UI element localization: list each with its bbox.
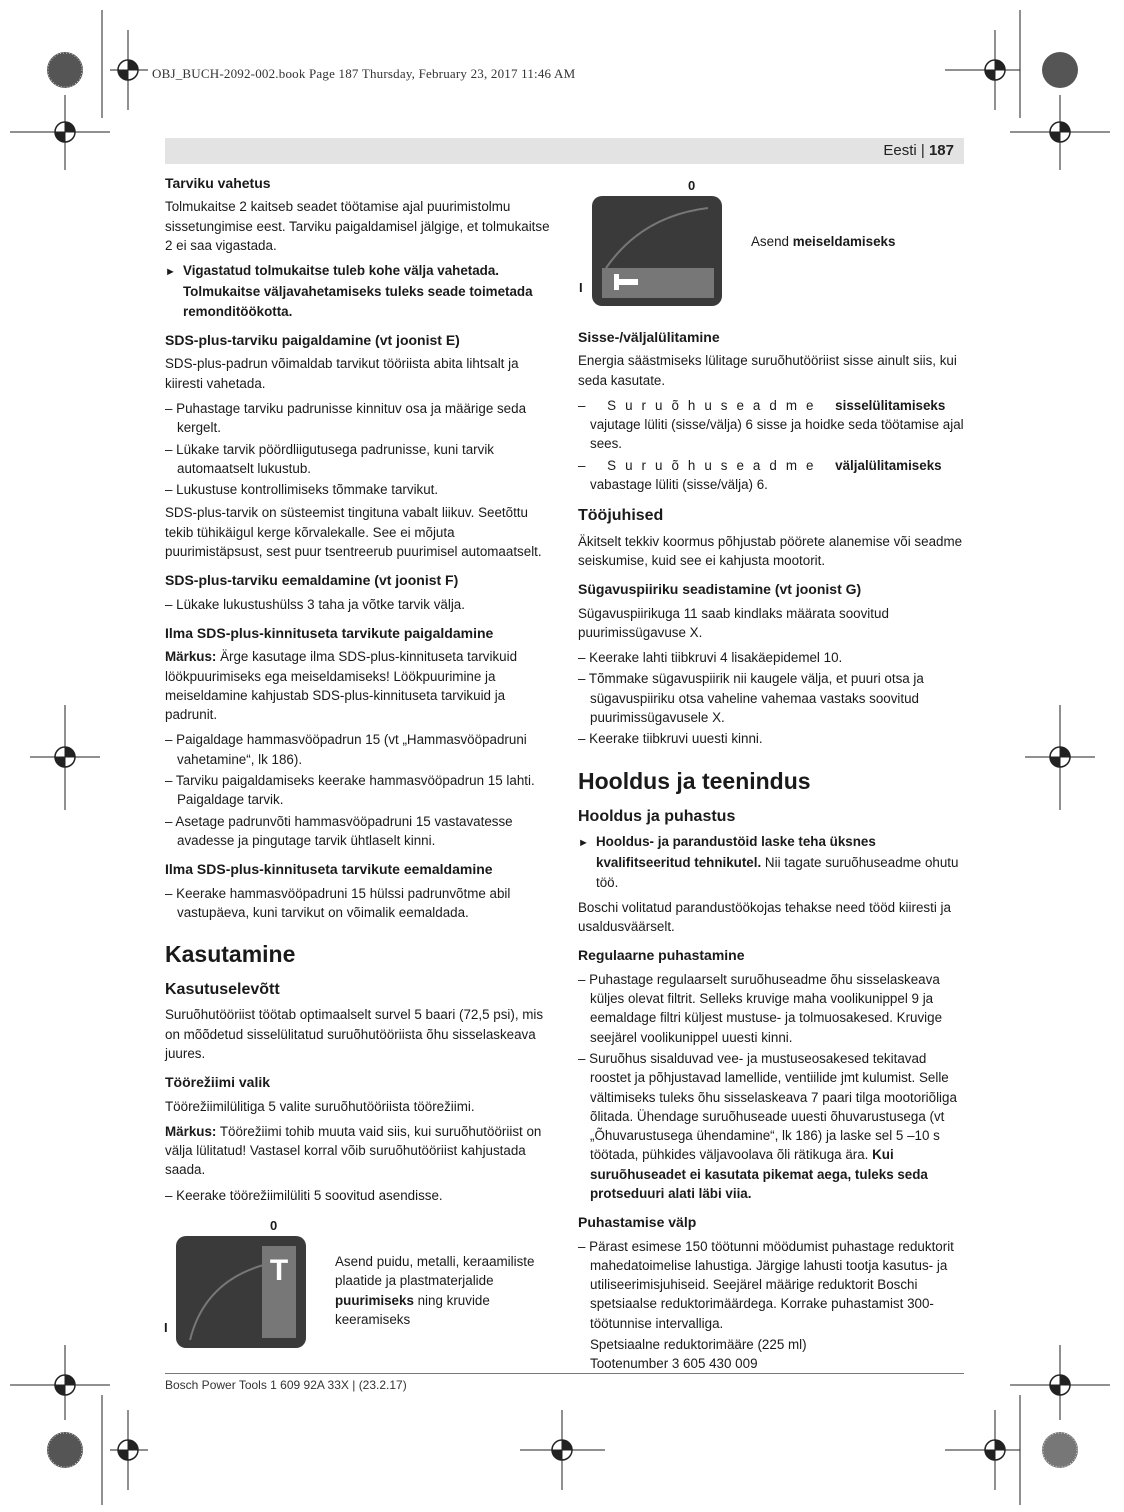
- spaced-text: – Suruõhuseadme: [578, 397, 836, 413]
- caption-bold: puurimiseks: [335, 1292, 414, 1308]
- list-text: vajutage lüliti (sisse/välja) 6 sisse ja hoidke seda töötamise ajal sees.: [590, 417, 964, 452]
- section-title-maintenance: Hooldus ja puhastus: [578, 807, 736, 825]
- list-item: – Puhastage regulaarselt suruõhuseadme õhu sisselaskeava küljes olevat filtrit. Selleks kruvige maha voolikunippel 9 ja eemaldage filtri küljest mustuse- ja tolmuosakesed. Kruvige seejärel voolikunippel uuesti kinni.: [578, 971, 943, 1045]
- warning-text: Vigastatud tolmukaitse tuleb kohe välja vahetada. Tolmukaitse väljavahetamiseks tuleks seade toimetada remonditöökotta.: [183, 263, 533, 319]
- chapter-title-kasutamine: Kasutamine: [165, 941, 296, 968]
- triangle-bullet-icon: ►: [578, 836, 589, 849]
- paragraph: Tolmukaitse 2 kaitseb seadet töötamise ajal puurimistolmu sissetungimise eest. Tarviku paigaldamisel jälgige, et tolmukaitse 2 ei saa vigastada.: [165, 199, 550, 253]
- paragraph: Äkitselt tekkiv koormus põhjustab pöörete alanemise või seadme seiskumise, kuid see ei kahjusta mootorit.: [578, 533, 963, 568]
- paragraph: Boschi volitatud parandustöökojas tehakse need tööd kiiresti ja usaldusväärselt.: [578, 899, 951, 935]
- list-item: – Asetage padrunvõti hammasvööpadruni 15 vastavatesse avadesse ja pingutage tarvik ühtlaselt kinni.: [165, 813, 513, 848]
- section-title-accessory-change: Tarviku vahetus: [165, 175, 271, 191]
- bold-text: väljalülitamiseks: [835, 457, 942, 473]
- section-title-commissioning: Kasutuselevõtt: [165, 981, 280, 999]
- warning-item: [578, 832, 970, 892]
- svg-text:T: T: [269, 1254, 289, 1287]
- bold-text: sisselülitamiseks: [835, 397, 946, 413]
- note-text: Töörežiimi tohib muuta vaid siis, kui suruõhutööriist on välja lülitatud! Vastasel korral võib suruõhutööriist kahjustada saada.: [165, 1123, 542, 1178]
- warning-item: [165, 261, 553, 321]
- paragraph: Töörežiimilülitiga 5 valite suruõhutööriista töörežiimi.: [165, 1098, 475, 1114]
- section-title-cleaning-interval: Puhastamise välp: [578, 1214, 697, 1231]
- list-item: – Lukustuse kontrollimiseks tõmmake tarvikut.: [165, 482, 439, 498]
- paragraph: SDS-plus-padrun võimaldab tarvikut tööriista abita lihtsalt ja kiiresti vahetada.: [165, 356, 519, 391]
- list-text: vabastage lüliti (sisse/välja) 6.: [590, 477, 768, 493]
- mode-switch-dial-icon: [176, 1236, 306, 1348]
- list-item: – Tarviku paigaldamiseks keerake hammasvööpadrun 15 lahti. Paigaldage tarvik.: [165, 773, 535, 808]
- product-line: Spetsiaalne reduktorimääre (225 ml): [590, 1337, 807, 1353]
- note-text: Ärge kasutage ilma SDS-plus-kinnituseta tarvikuid löökpuurimiseks ega meiseldamiseks! Löökpuurimine ja meiseldamine kahjustab SDS-plus-kinnituseta tarvikuid ja padrunit.: [165, 649, 518, 723]
- list-item: – Keerake lahti tiibkruvi 4 lisakäepidemel 10.: [578, 650, 843, 666]
- note-label: Märkus:: [165, 649, 217, 665]
- mode-switch-dial-icon: [592, 196, 722, 306]
- list-item: – Tõmmake sügavuspiirik nii kaugele välja, et puuri otsa ja sügavuspiiriku otsa vaheline vahemaa vastaks soovitud puurimissügavusele X.: [578, 671, 924, 726]
- list-item: – Paigaldage hammasvööpadrun 15 (vt „Hammasvööpadruni vahetamine“, lk 186).: [165, 732, 527, 767]
- page-header: [165, 138, 964, 164]
- header-page-number: 187: [928, 142, 954, 159]
- section-title-mode-selection: Töörežiimi valik: [165, 1074, 271, 1091]
- product-number: Tootenumber 3 605 430 009: [590, 1356, 758, 1372]
- warning-text: Hooldus- ja parandustöid laske teha üksnes kvalifitseeritud tehnikutel.: [596, 833, 876, 871]
- footer-divider: [165, 1373, 964, 1374]
- switch-label-one: I: [579, 280, 583, 295]
- section-title-regular-cleaning: Regulaarne puhastamine: [578, 947, 745, 964]
- caption-text: Asend: [751, 234, 793, 249]
- section-title-non-sds-insert: Ilma SDS-plus-kinnituseta tarvikute paigaldamine: [165, 624, 494, 641]
- page-footer: Bosch Power Tools 1 609 92A 33X | (23.2.17): [165, 1378, 407, 1392]
- paragraph: Sügavuspiirikuga 11 saab kindlaks määrata soovitud puurimissügavuse X.: [578, 605, 889, 640]
- figure-caption-chiselling: [751, 234, 961, 249]
- list-item: [578, 396, 970, 454]
- list-item: – Lükake tarvik pöördliigutusega padrunisse, kuni tarvik automaatselt lukustub.: [165, 441, 494, 476]
- spaced-text: – Suruõhuseadme: [578, 457, 836, 473]
- note-paragraph: [165, 647, 553, 724]
- header-language: Eesti: [883, 142, 917, 159]
- triangle-bullet-icon: ►: [165, 266, 176, 279]
- bold-text: Kui suruõhuseadet ei kasutata pikemat aega, tuleks seda protseduuri alati läbi viia.: [590, 1147, 928, 1201]
- list-item: – Pärast esimese 150 töötunni möödumist puhastage reduktorit mahedatoimelise lahustiga. Järgige lahusti tootja kasutus- ja utiliseerimisjuhiseid. Seejärel määrige reduktorit Boschi spetsiaalse reduktorimäärdega. Korrake puhastamist 300-töötunnise intervalliga.: [578, 1238, 954, 1331]
- paragraph: Suruõhutööriist töötab optimaalselt survel 5 baari (72,5 psi), mis on mõõdetud sisselülitatud suruõhutööriista õhu sisselaskeava juures.: [165, 1007, 544, 1061]
- list-item: – Keerake töörežiimilüliti 5 soovitud asendisse.: [165, 1187, 443, 1203]
- section-title-on-off: Sisse-/väljalülitamine: [578, 329, 720, 345]
- switch-label-one: I: [164, 1320, 168, 1335]
- chapter-title-hooldus: Hooldus ja teenindus: [578, 767, 811, 794]
- list-item: – Keerake tiibkruvi uuesti kinni.: [578, 731, 763, 747]
- mode-switch-figure-chiselling: [575, 176, 965, 316]
- right-column: [578, 326, 970, 1374]
- dial-arc-icon: [592, 196, 722, 306]
- book-info-line: OBJ_BUCH-2092-002.book Page 187 Thursday, February 23, 2017 11:46 AM: [152, 66, 576, 81]
- dial-arc-icon: [176, 1236, 306, 1348]
- section-title-non-sds-remove: Ilma SDS-plus-kinnituseta tarvikute eemaldamine: [165, 861, 493, 878]
- paragraph: Energia säästmiseks lülitage suruõhutööriist sisse ainult siis, kui seda kasutate.: [578, 353, 957, 388]
- caption-text: ning kruvide keeramiseks: [335, 1292, 490, 1327]
- mode-switch-figure-drilling: [160, 1216, 560, 1356]
- caption-bold: meiseldamiseks: [792, 234, 896, 249]
- section-title-sds-insert: SDS-plus-tarviku paigaldamine (vt joonist E): [165, 332, 460, 349]
- note-label: Märkus:: [165, 1123, 217, 1139]
- caption-text: Asend puidu, metalli, keraamiliste plaatide ja plastmaterjalide: [335, 1254, 535, 1289]
- section-title-sds-remove: SDS-plus-tarviku eemaldamine (vt joonist F): [165, 572, 459, 589]
- list-item: – Puhastage tarviku padrunisse kinnituv osa ja määrige seda kergelt.: [165, 400, 527, 436]
- page-header-label: Eesti | 187: [883, 142, 954, 159]
- warning-tail: Nii tagate suruõhuseadme ohutu töö.: [596, 855, 959, 890]
- list-text: – Suruõhus sisalduvad vee- ja mustuseosakesed tekitavad roostet ja põhjustavad lamellide, ventiilide jmt kulumist. Selle vältimiseks tuleks õhu sisselaskeava 7 paari tilga mootoriõliga õlitada. Ühendage suruõhuseade uuesti õhuvarustusega (vt „Õhuvarustusega ühendamine“, lk 186) ja laske sel 5 –10 s töötada, pühkides väljavoolava õli rätikuga ära.: [578, 1050, 957, 1163]
- paragraph: SDS-plus-tarvik on süsteemist tingituna vabalt liikuv. Seetõttu tekib tühikäigul kerge kõrvalekalle. See ei mõjuta puurimistäpsust, sest puur tsentreerub puurimisel automaatselt.: [165, 505, 542, 560]
- list-item: [578, 1049, 970, 1203]
- figure-caption-drilling: [335, 1252, 555, 1329]
- section-title-work-advice: Tööjuhised: [578, 507, 664, 525]
- switch-label-zero: 0: [270, 1218, 278, 1233]
- switch-label-zero: 0: [688, 178, 696, 193]
- list-item: [578, 456, 970, 495]
- left-column: [165, 172, 553, 1207]
- list-item: – Lükake lukustushülss 3 taha ja võtke tarvik välja.: [165, 596, 465, 612]
- note-paragraph: [165, 1122, 553, 1180]
- list-item: – Keerake hammasvööpadruni 15 hülssi padrunvõtme abil vastupäeva, kuni tarvikut on võimalik eemaldada.: [165, 885, 511, 920]
- section-title-depth-stop: Sügavuspiiriku seadistamine (vt joonist G): [578, 581, 862, 598]
